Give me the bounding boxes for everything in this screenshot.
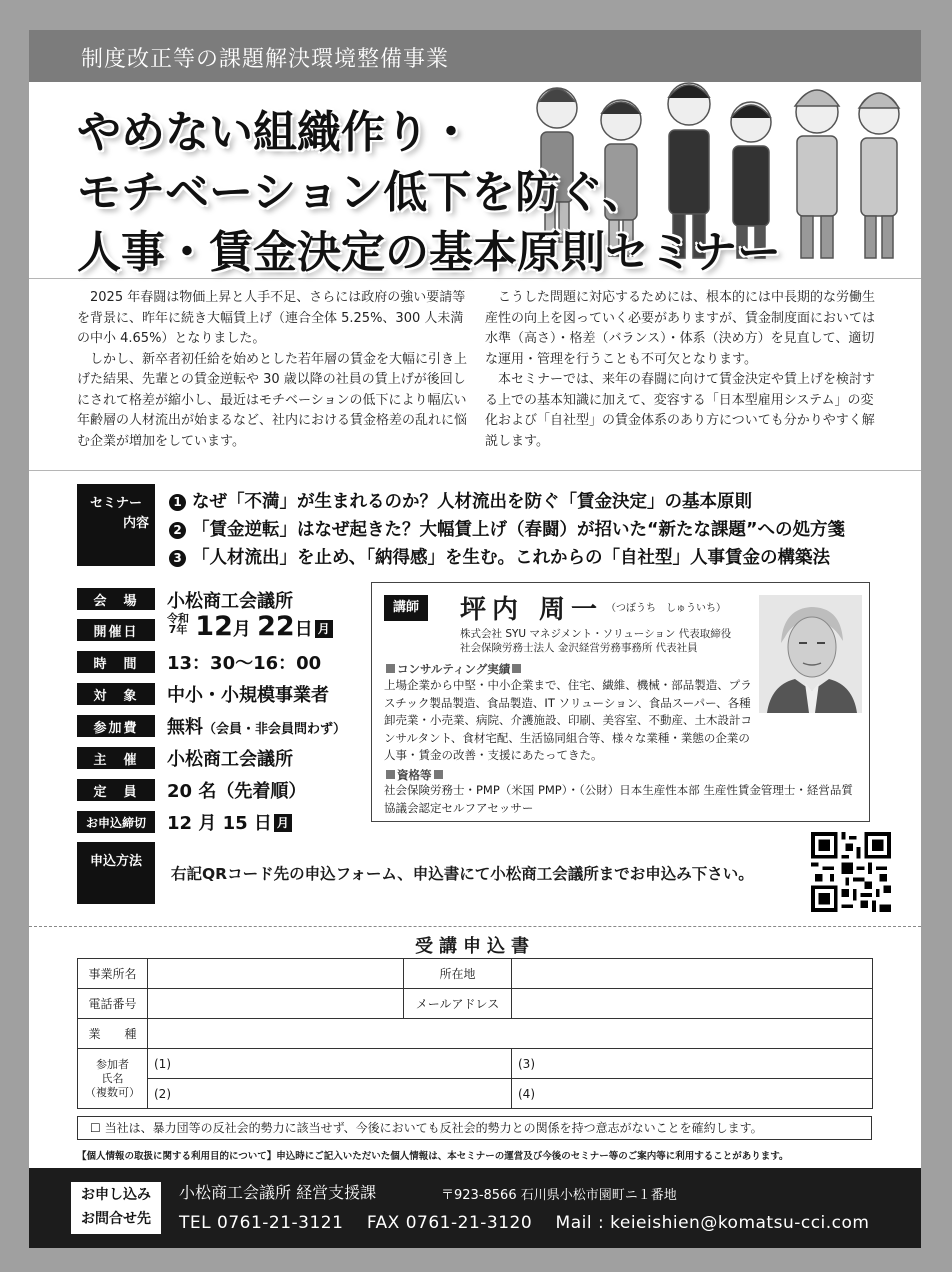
topic-text: 「賃金逆転」はなぜ起きた？大幅賃上げ（春闘）が招いた“新たな課題”への処方箋	[192, 520, 846, 540]
participant-3-field[interactable]: (3)	[512, 1049, 873, 1079]
apply-text: 右記QRコード先の申込フォーム、申込書にて小松商工会議所までお申込み下さい。	[171, 865, 754, 883]
fee-value	[167, 713, 346, 739]
address-field[interactable]	[512, 959, 873, 989]
topic-2	[169, 516, 845, 541]
cut-line	[29, 926, 921, 927]
contact-address: 〒923-8566 石川県小松市園町ニ１番地	[441, 1188, 677, 1203]
weekday-badge: 月	[274, 814, 292, 832]
topic-text: なぜ「不満」が生まれるのか？人材流出を防ぐ「賃金決定」の基本原則	[192, 492, 752, 512]
target-label: 対 象	[77, 683, 155, 705]
intro-left	[77, 288, 467, 452]
divider	[29, 278, 921, 279]
title-line-1: やめない組織作り・	[77, 107, 473, 158]
seminar-label-line: セミナー	[89, 496, 142, 511]
consulting-heading	[384, 661, 523, 677]
time-value: 13：30〜16：00	[167, 653, 322, 674]
contact-label-line: お申し込み	[81, 1187, 151, 1203]
lecturer-org-line: 株式会社 SYU マネジメント・ソリューション 代表取締役	[460, 628, 732, 640]
number-badge: 3	[169, 550, 186, 567]
title-line-2: モチベーション低下を防ぐ、	[77, 167, 647, 218]
venue-label: 会 場	[77, 588, 155, 610]
address-label: 所在地	[404, 959, 512, 989]
time-label: 時 間	[77, 651, 155, 673]
topic-text: 「人材流出」を止め、「納得感」を生む。これからの「自社型」人事賃金の構築法	[192, 548, 831, 568]
deadline-date: 12 月 15 日	[167, 813, 272, 834]
lecturer-org	[460, 627, 731, 655]
date-label: 開催日	[77, 619, 155, 641]
qr-code-icon[interactable]	[811, 832, 891, 912]
number-badge: 1	[169, 494, 186, 511]
participant-2-field[interactable]: (2)	[148, 1079, 512, 1109]
section-title: コンサルティング実績	[397, 662, 511, 676]
target-value: 中小・小規模事業者	[167, 685, 329, 706]
participants-label-line: 参加者	[96, 1057, 129, 1071]
flyer-page	[29, 30, 921, 1248]
consent-checkbox[interactable]: ☐ 当社は、暴力団等の反社会的勢力に該当せず、今後においても反社会的勢力との関係を持つ意志がないことを確約します。	[77, 1116, 872, 1140]
participants-label-line: （複数可）	[85, 1085, 140, 1099]
date-day: 22	[257, 611, 295, 642]
apply-label: 申込方法	[77, 842, 155, 904]
date-value	[167, 611, 333, 642]
qualification-heading	[384, 767, 445, 783]
lecturer-photo	[759, 595, 862, 713]
contact-org: 小松商工会議所 経営支援課	[179, 1183, 377, 1202]
phone-field[interactable]	[148, 989, 404, 1019]
era-line: 7年	[168, 623, 188, 636]
era-line: 令和	[167, 612, 189, 625]
topic-3	[169, 544, 830, 569]
email-field[interactable]	[512, 989, 873, 1019]
contact-label	[71, 1182, 161, 1234]
date-unit: 日	[294, 619, 313, 640]
participants-label-line: 氏名	[101, 1071, 124, 1085]
application-form	[77, 958, 873, 1109]
fee-note: （会員・非会員問わず）	[203, 722, 347, 737]
email-label: メールアドレス	[404, 989, 512, 1019]
host-label: 主 催	[77, 747, 155, 769]
seminar-label-line: 内容	[122, 516, 149, 531]
participant-1-field[interactable]: (1)	[148, 1049, 512, 1079]
industry-label: 業 種	[78, 1019, 148, 1049]
fee-label: 参加費	[77, 715, 155, 737]
divider	[29, 470, 921, 471]
contact-tel-fax-mail[interactable]: TEL 0761-21-3121 FAX 0761-21-3120 Mail : keieishien@komatsu-cci.com	[179, 1213, 870, 1233]
lecturer-box	[371, 582, 870, 822]
participants-label	[78, 1049, 148, 1109]
deadline-label: お申込締切	[77, 811, 155, 833]
fee-amount: 無料	[167, 717, 203, 738]
number-badge: 2	[169, 522, 186, 539]
participant-4-field[interactable]: (4)	[512, 1079, 873, 1109]
date-unit: 月	[232, 619, 251, 640]
intro-paragraph: しかし、新卒者初任給を始めとした若年層の賃金を大幅に引き上げた結果、先輩との賃金逆転や 30 歳以降の社員の賃上げが後回しにされて格差が縮小し、最近はモチベーションの低下により幅広い年齢層の人材流出が始まるなど、社内における賃金格差の乱れに悩む企業が増加をしています。	[77, 351, 468, 449]
capacity-label: 定 員	[77, 779, 155, 801]
seminar-label	[77, 484, 155, 566]
company-field[interactable]	[148, 959, 404, 989]
host-value: 小松商工会議所	[167, 749, 293, 770]
lecturer-name: 坪内 周一	[460, 595, 604, 625]
consulting-text: 上場企業から中堅・中小企業まで、住宅、繊維、機械・部品製造、プラスチック製品製造、食品製造、IT ソリューション、食品スーパー、各種卸売業・小売業、病院、介護施設、印刷、美容室、不動産、土木設計コンサルタント、食材宅配、生活協同組合等、様々な業種・業態の企業の人事・賃金の改善・支援にあたってきた。	[384, 678, 752, 762]
lecturer-kana: （つぼうち しゅういち）	[606, 603, 726, 614]
intro-right	[485, 288, 885, 452]
lecturer-org-line: 社会保険労務士法人 金沢経営労務事務所 代表社員	[460, 642, 698, 654]
lecturer-tag: 講師	[384, 595, 428, 621]
phone-label: 電話番号	[78, 989, 148, 1019]
intro-paragraph: 本セミナーでは、来年の春闘に向けて賃金決定や賃上げを検討する上での基本知識に加えて、変容する「日本型雇用システム」の変化および「自社型」の賃金体系のあり方についても分かりやすく解説します。	[485, 372, 876, 449]
era	[167, 613, 189, 635]
deadline-value	[167, 809, 292, 835]
weekday-badge: 月	[315, 620, 333, 638]
qualification-text: 社会保険労務士・PMP（米国 PMP）・（公財）日本生産性本部 生産性賃金管理士・経営品質協議会認定セルフアセッサー	[384, 783, 853, 815]
subtitle: 制度改正等の課題解決環境整備事業	[81, 47, 450, 72]
contact-label-line: お問合せ先	[81, 1211, 151, 1227]
intro-paragraph: こうした問題に対応するためには、根本的には中長期的な労働生産性の向上を図っていく必要がありますが、賃金制度面においては水準（高さ）・格差（バランス）・体系（決め方）を見直して、適切な運用・管理を行うことも不可欠となります。	[485, 290, 876, 367]
industry-field[interactable]	[148, 1019, 873, 1049]
venue-value: 小松商工会議所	[167, 591, 293, 612]
company-label: 事業所名	[78, 959, 148, 989]
capacity-value: 20 名（先着順）	[167, 781, 307, 802]
form-title: 受講申込書	[415, 936, 535, 957]
intro-paragraph: 2025 年春闘は物価上昇と人手不足、さらには政府の強い要請等を背景に、昨年に続き大幅賃上げ（連合全体 5.25%、300 人未満の中小 4.65%）となりました。	[77, 290, 466, 346]
topic-1	[169, 488, 752, 513]
date-month: 12	[195, 611, 233, 642]
section-title: 資格等	[397, 768, 432, 782]
privacy-note: 【個人情報の取扱に関する利用目的について】申込時にご記入いただいた個人情報は、本セミナーの運営及び今後のセミナー等のご案内等に利用することがあります。	[77, 1151, 789, 1162]
title-line-3: 人事・賃金決定の基本原則セミナー	[77, 227, 781, 278]
footer	[29, 1168, 921, 1248]
